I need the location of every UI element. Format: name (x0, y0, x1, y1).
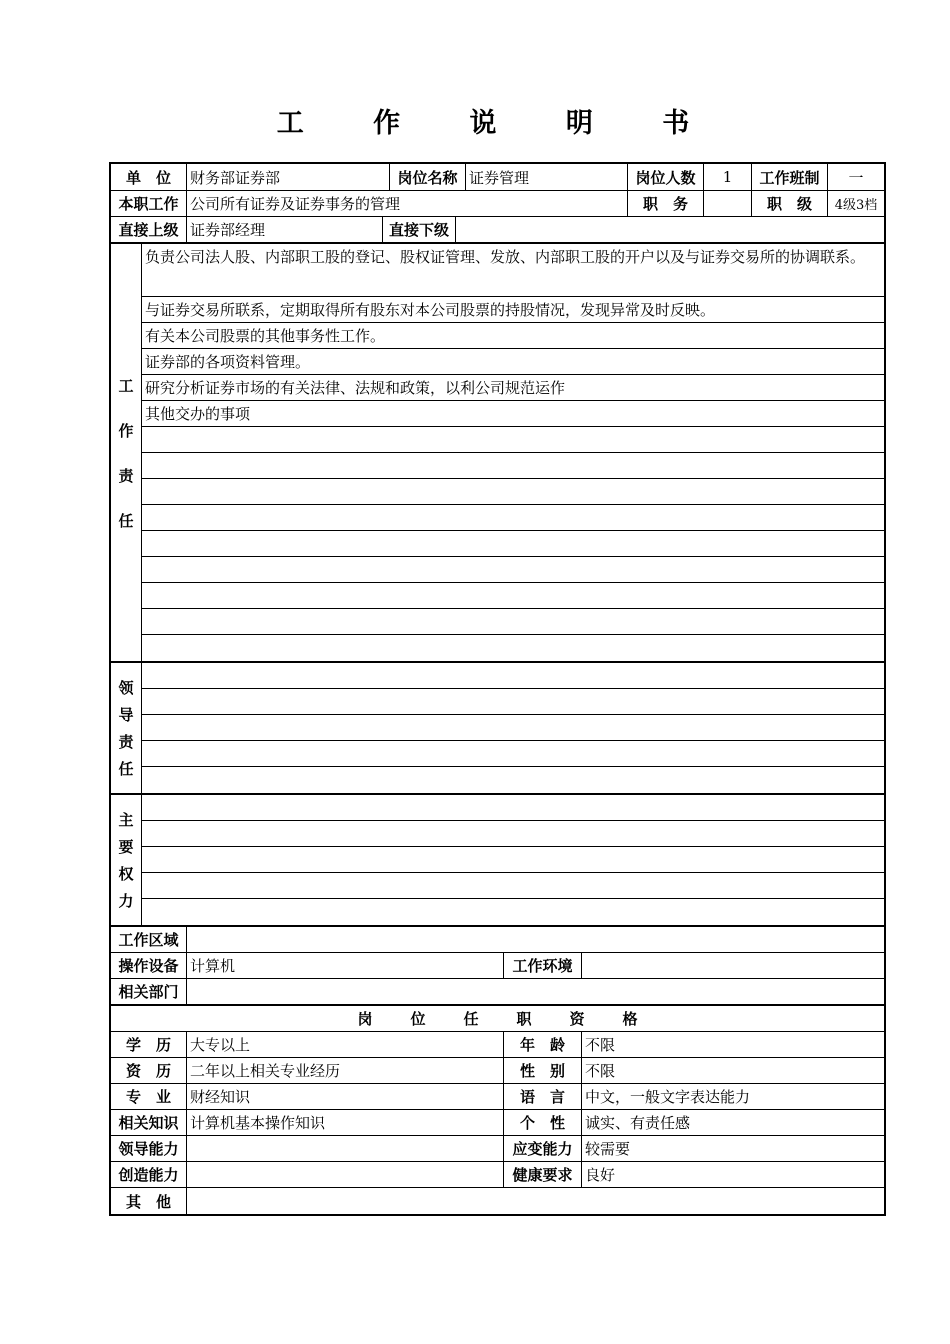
health-value[interactable]: 良好 (585, 1166, 616, 1184)
equipment-label: 操作设备 (111, 953, 187, 978)
list-item[interactable] (142, 741, 884, 767)
major-label: 专 业 (111, 1084, 187, 1109)
header-row-3 (111, 217, 884, 244)
list-item[interactable] (142, 635, 884, 661)
gender-label: 性 别 (504, 1058, 582, 1083)
related-knowledge-label: 相关知识 (111, 1110, 187, 1135)
list-item[interactable] (142, 453, 884, 479)
list-item[interactable] (142, 689, 884, 715)
grade-label: 职 级 (752, 191, 828, 216)
authority-list (142, 795, 884, 925)
language-label: 语 言 (504, 1084, 582, 1109)
table-row (111, 1136, 884, 1162)
page-title: 工 作 说 明 书 (276, 108, 720, 139)
list-item[interactable]: 研究分析证券市场的有关法律、法规和政策，以利公司规范运作 (142, 375, 884, 401)
related-dept-row (111, 979, 884, 1006)
age-label: 年 龄 (504, 1032, 582, 1057)
other-value[interactable] (187, 1188, 884, 1214)
job-description-form (109, 162, 886, 1216)
environment-value[interactable] (582, 953, 884, 978)
list-item[interactable] (142, 847, 884, 873)
shift-value[interactable]: 一 (848, 168, 864, 187)
leadership-section (111, 663, 884, 795)
work-area-value[interactable] (187, 927, 884, 952)
list-item[interactable] (142, 715, 884, 741)
list-item[interactable]: 证券部的各项资料管理。 (142, 349, 884, 375)
main-work-value[interactable]: 公司所有证券及证券事务的管理 (187, 191, 628, 216)
unit-label: 单 位 (111, 164, 187, 190)
list-item[interactable] (142, 873, 884, 899)
duty-label: 职 务 (628, 191, 704, 216)
header-row-1 (111, 164, 884, 191)
environment-label: 工作环境 (504, 953, 582, 978)
related-knowledge-value[interactable]: 计算机基本操作知识 (187, 1110, 504, 1135)
leadership-side-label: 领 导 责 任 (111, 663, 142, 793)
related-dept-value[interactable] (187, 979, 884, 1004)
major-value[interactable]: 财经知识 (187, 1084, 504, 1109)
list-item[interactable] (142, 557, 884, 583)
list-item[interactable] (142, 899, 884, 925)
adaptability-value[interactable]: 较需要 (585, 1140, 631, 1158)
duty-value[interactable] (704, 191, 752, 216)
subordinate-value[interactable] (456, 217, 884, 242)
headcount-value[interactable]: 1 (704, 164, 752, 190)
qualifications-heading-row (111, 1006, 884, 1032)
list-item[interactable]: 有关本公司股票的其他事务性工作。 (142, 323, 884, 349)
list-item[interactable] (142, 583, 884, 609)
list-item[interactable] (142, 767, 884, 793)
equipment-value[interactable]: 计算机 (187, 953, 504, 978)
age-value[interactable]: 不限 (585, 1036, 616, 1054)
list-item[interactable] (142, 795, 884, 821)
responsibilities-section (111, 244, 884, 663)
superior-label: 直接上级 (111, 217, 187, 242)
responsibilities-list (142, 244, 884, 661)
personality-label: 个 性 (504, 1110, 582, 1135)
list-item[interactable] (142, 505, 884, 531)
superior-value[interactable]: 证券部经理 (187, 217, 383, 242)
list-item[interactable] (142, 479, 884, 505)
experience-value[interactable]: 二年以上相关专业经历 (187, 1058, 504, 1083)
authority-section (111, 795, 884, 927)
responsibilities-side-label: 工 作 责 任 (111, 244, 142, 661)
leadership-ability-value[interactable] (187, 1136, 504, 1161)
related-dept-label: 相关部门 (111, 979, 187, 1004)
work-area-label: 工作区域 (111, 927, 187, 952)
post-name-label: 岗位名称 (390, 164, 466, 190)
list-item[interactable] (142, 663, 884, 689)
authority-side-label: 主 要 权 力 (111, 795, 142, 925)
headcount-label: 岗位人数 (628, 164, 704, 190)
work-area-row (111, 927, 884, 953)
table-row (111, 1084, 884, 1110)
subordinate-label: 直接下级 (383, 217, 456, 242)
health-label: 健康要求 (504, 1162, 582, 1187)
list-item[interactable]: 与证券交易所联系，定期取得所有股东对本公司股票的持股情况，发现异常及时反映。 (142, 297, 884, 323)
table-row (111, 1058, 884, 1084)
experience-label: 资 历 (111, 1058, 187, 1083)
list-item[interactable] (142, 609, 884, 635)
leadership-list (142, 663, 884, 793)
gender-value[interactable]: 不限 (585, 1062, 616, 1080)
creativity-value[interactable] (187, 1162, 504, 1187)
table-row (111, 1032, 884, 1058)
post-name-value[interactable]: 证券管理 (466, 164, 628, 190)
education-label: 学 历 (111, 1032, 187, 1057)
language-value[interactable]: 中文，一般文字表达能力 (585, 1088, 751, 1106)
shift-label: 工作班制 (752, 164, 828, 190)
adaptability-label: 应变能力 (504, 1136, 582, 1161)
creativity-label: 创造能力 (111, 1162, 187, 1187)
equipment-row (111, 953, 884, 979)
qualifications-heading: 岗位任职资格 (357, 1010, 676, 1028)
list-item[interactable]: 其他交办的事项 (142, 401, 884, 427)
unit-value[interactable]: 财务部证券部 (187, 164, 390, 190)
list-item[interactable] (142, 821, 884, 847)
table-row (111, 1110, 884, 1136)
list-item[interactable]: 负责公司法人股、内部职工股的登记、股权证管理、发放、内部职工股的开户以及与证券交易所的协调联系。 (142, 244, 884, 297)
other-label: 其 他 (111, 1188, 187, 1214)
education-value[interactable]: 大专以上 (187, 1032, 504, 1057)
grade-value[interactable]: 4级3档 (834, 198, 878, 213)
table-row (111, 1162, 884, 1188)
leadership-ability-label: 领导能力 (111, 1136, 187, 1161)
personality-value[interactable]: 诚实、有责任感 (585, 1114, 691, 1132)
list-item[interactable] (142, 531, 884, 557)
list-item[interactable] (142, 427, 884, 453)
main-work-label: 本职工作 (111, 191, 187, 216)
other-row (111, 1188, 884, 1214)
header-row-2 (111, 191, 884, 217)
